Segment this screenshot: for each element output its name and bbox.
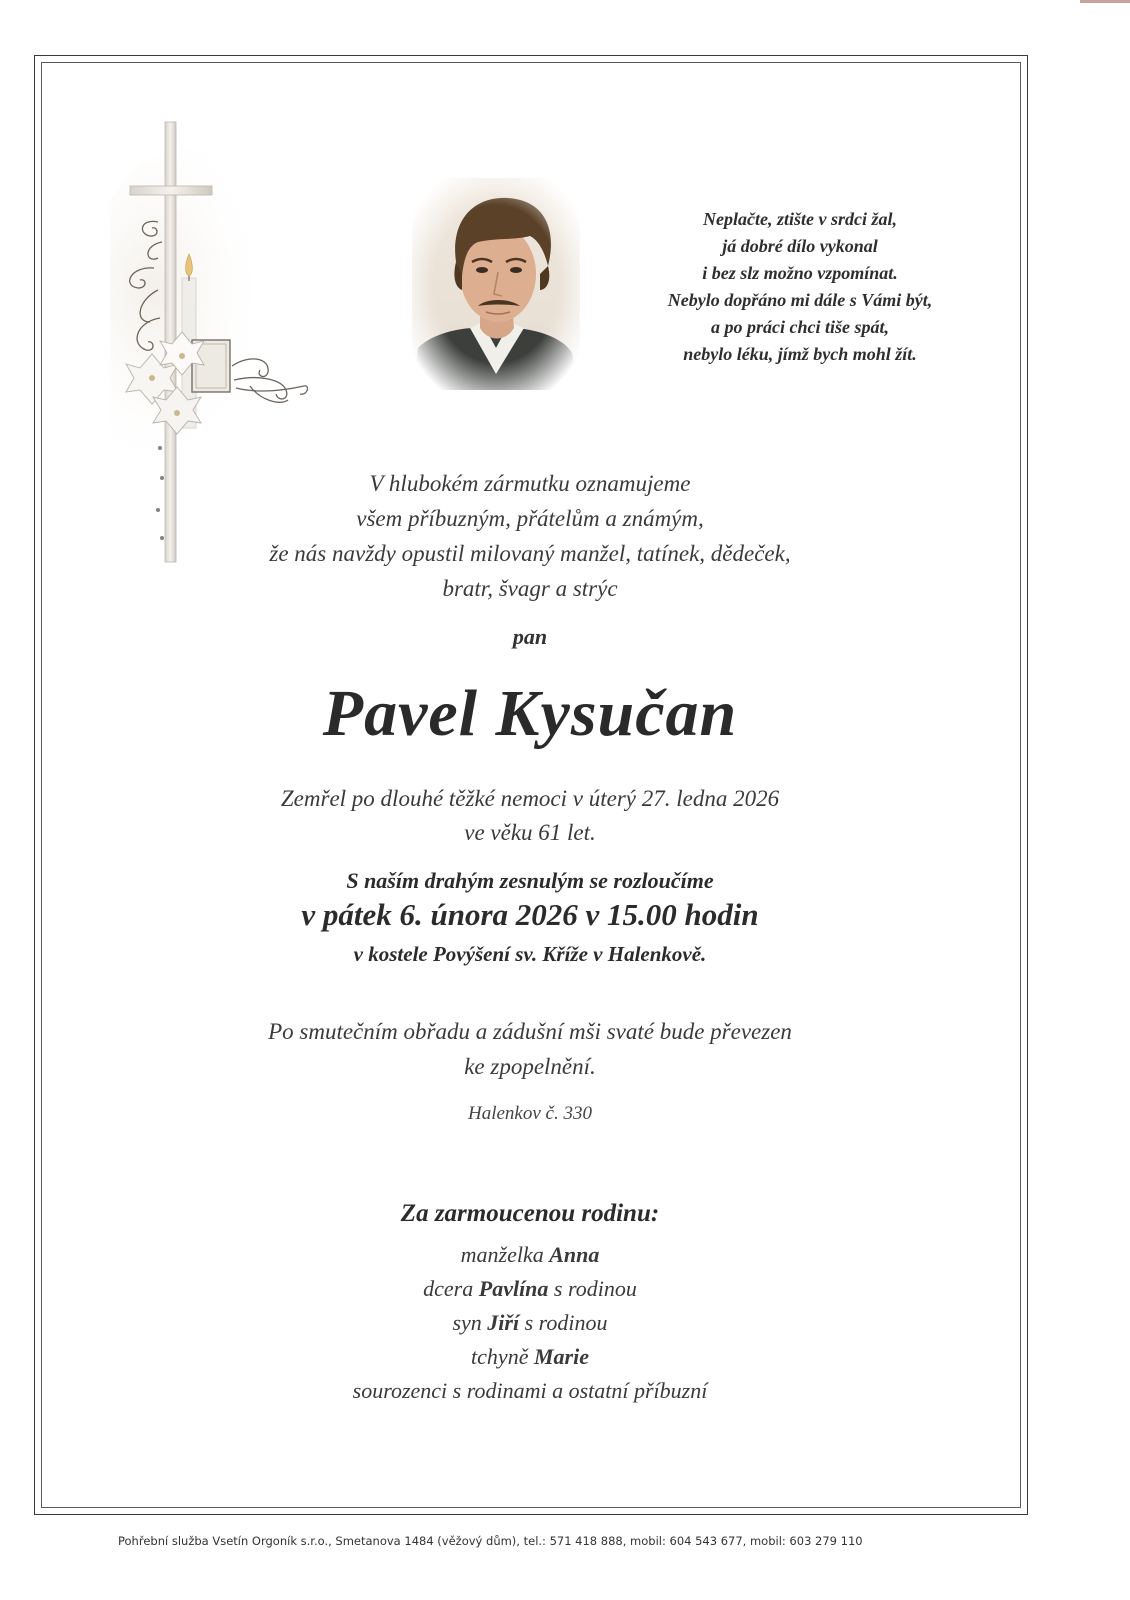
family-member: manželka Anna: [460, 1242, 600, 1267]
family-member-name: Anna: [549, 1242, 600, 1267]
poem-line: i bez slz možno vzpomínat.: [702, 263, 898, 283]
death-info: [0, 782, 1060, 850]
cremation-line: ke zpopelnění.: [464, 1054, 596, 1079]
announcement-line: V hlubokém zármutku oznamujeme: [369, 471, 691, 496]
cremation-note: [0, 1014, 1060, 1084]
death-age: ve věku 61 let.: [464, 820, 596, 845]
poem: [640, 206, 960, 368]
family-member: tchyně Marie: [471, 1344, 589, 1369]
portrait-photo: [412, 178, 580, 390]
cremation-line: Po smutečním obřadu a zádušní mši svaté bude převezen: [268, 1019, 792, 1044]
poem-line: já dobré dílo vykonal: [722, 236, 878, 256]
family-member: dcera Pavlína s rodinou: [423, 1276, 637, 1301]
poem-line: Nebylo dopřáno mi dále s Vámi být,: [667, 290, 933, 310]
farewell-datetime: v pátek 6. února 2026 v 15.00 hodin: [301, 897, 759, 932]
family-member-name: Pavlína: [478, 1276, 549, 1301]
scan-edge-mark: [1080, 0, 1130, 3]
family-closing: sourozenci s rodinami a ostatní příbuzní: [352, 1378, 708, 1403]
family-list: [0, 1238, 1060, 1408]
poem-line: a po práci chci tiše spát,: [711, 317, 889, 337]
honorific: pan: [512, 624, 548, 649]
address: Halenkov č. 330: [468, 1103, 592, 1124]
poem-line: Neplačte, ztište v srdci žal,: [703, 209, 897, 229]
farewell-place: v kostele Povýšení sv. Kříže v Halenkově.: [353, 942, 707, 966]
announcement-line: všem příbuzným, přátelům a známým,: [356, 506, 704, 531]
family-member: syn Jiří s rodinou: [452, 1310, 608, 1335]
announcement: [0, 466, 1060, 606]
announcement-line: bratr, švagr a strýc: [442, 576, 618, 601]
family-heading: Za zarmoucenou rodinu:: [400, 1200, 660, 1227]
poem-line: nebylo léku, jímž bych mohl žít.: [683, 344, 917, 364]
funeral-service-footer: Pohřební služba Vsetín Orgoník s.r.o., Smetanova 1484 (věžový dům), tel.: 571 418 888, mobil: 604 543 677, mobil: 603 279 110: [118, 1534, 863, 1548]
announcement-line: že nás navždy opustil milovaný manžel, tatínek, dědeček,: [269, 541, 791, 566]
deceased-name: Pavel Kysučan: [322, 677, 738, 750]
death-date: Zemřel po dlouhé těžké nemoci v úterý 27. ledna 2026: [280, 786, 780, 811]
family-member-name: Marie: [533, 1344, 589, 1369]
family-member-name: Jiří: [487, 1310, 520, 1335]
farewell-intro: S naším drahým zesnulým se rozloučíme: [346, 868, 714, 893]
